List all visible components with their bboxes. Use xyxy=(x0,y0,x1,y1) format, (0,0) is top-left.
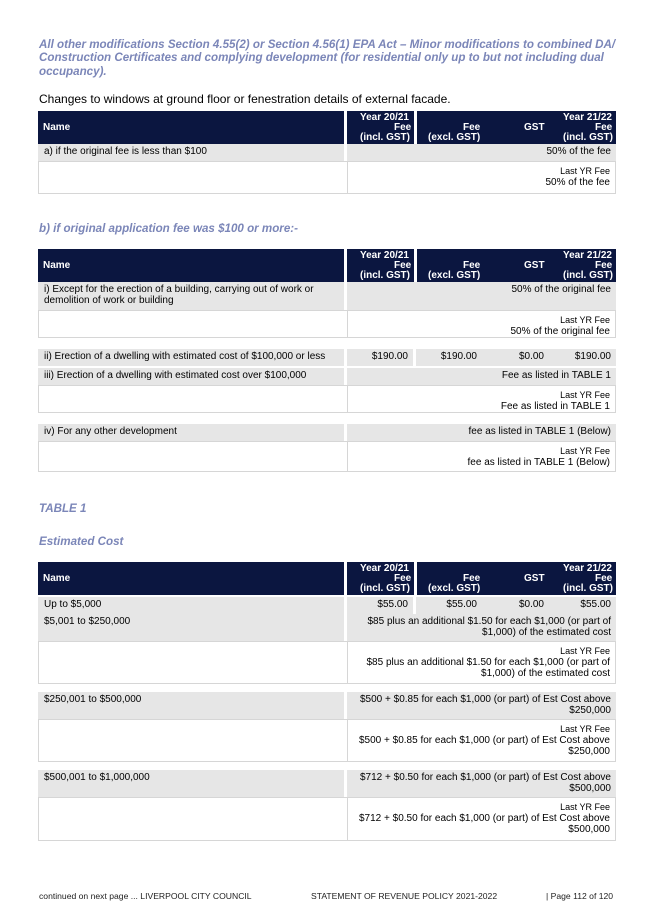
last-yr-label: Last YR Fee xyxy=(560,390,610,400)
table-header xyxy=(38,111,616,144)
header-excl: (excl. GST) xyxy=(428,132,481,143)
header-excl: (excl. GST) xyxy=(428,270,481,281)
last-year-row xyxy=(38,441,616,472)
estimated-cost-heading: Estimated Cost xyxy=(39,535,124,548)
header-incl-prev: (incl. GST) xyxy=(360,270,410,281)
last-yr-value: fee as listed in TABLE 1 (Below) xyxy=(467,457,610,468)
header-fee-excl: Fee xyxy=(463,573,481,584)
table-row xyxy=(38,144,616,161)
header-fee-prev: Fee xyxy=(394,122,412,133)
row-name: $500,001 to $1,000,000 xyxy=(38,770,344,797)
table-row xyxy=(38,597,616,614)
header-name: Name xyxy=(43,260,71,271)
last-yr-label: Last YR Fee xyxy=(560,724,610,734)
header-fee-prev: Fee xyxy=(394,573,412,584)
row-name: ii) Erection of a dwelling with estimated cost of $100,000 or less xyxy=(38,349,344,366)
row-name: iv) For any other development xyxy=(38,424,344,441)
header-incl-prev: (incl. GST) xyxy=(360,132,410,143)
row-value: $712 + $0.50 for each $1,000 (or part) of Est Cost above $500,000 xyxy=(347,770,616,797)
gst: $0.00 xyxy=(482,349,549,366)
row-value: fee as listed in TABLE 1 (Below) xyxy=(347,424,616,441)
header-year-prev: Year 20/21 xyxy=(360,112,409,123)
row-value: 50% of the original fee xyxy=(347,282,616,310)
header-incl-curr: (incl. GST) xyxy=(563,583,613,594)
header-name: Name xyxy=(43,122,71,133)
header-fee-curr: Fee xyxy=(595,122,613,133)
header-incl-curr: (incl. GST) xyxy=(563,270,613,281)
header-name: Name xyxy=(43,573,71,584)
section-description: Changes to windows at ground floor or fenestration details of external facade. xyxy=(39,92,451,106)
last-year-row xyxy=(38,797,616,841)
row-name: a) if the original fee is less than $100 xyxy=(38,144,344,161)
last-yr-value: $500 + $0.85 for each $1,000 (or part) of Est Cost above $250,000 xyxy=(359,735,610,757)
row-value: Fee as listed in TABLE 1 xyxy=(347,368,616,385)
heading-b: b) if original application fee was $100 or more:- xyxy=(39,222,298,235)
table1-heading: TABLE 1 xyxy=(39,502,87,515)
prev-fee: $190.00 xyxy=(347,349,413,366)
fee-table-b xyxy=(38,249,616,474)
fee-incl: $190.00 xyxy=(549,349,616,366)
header-year-curr: Year 21/22 xyxy=(563,112,612,123)
row-name: i) Except for the erection of a building, carrying out of work or demolition of work or building xyxy=(38,282,344,310)
table-row xyxy=(38,368,616,385)
header-fee-prev: Fee xyxy=(394,260,412,271)
last-yr-label: Last YR Fee xyxy=(560,646,610,656)
row-name: Up to $5,000 xyxy=(38,597,344,614)
fee-incl: $55.00 xyxy=(549,597,616,614)
header-gst: GST xyxy=(524,122,545,133)
header-excl: (excl. GST) xyxy=(428,583,481,594)
last-year-row xyxy=(38,641,616,684)
header-year-prev: Year 20/21 xyxy=(360,250,409,261)
header-fee-curr: Fee xyxy=(595,573,613,584)
header-gst: GST xyxy=(524,260,545,271)
table-row xyxy=(38,282,616,310)
row-value: 50% of the fee xyxy=(347,144,616,161)
row-name: $5,001 to $250,000 xyxy=(38,614,344,641)
last-yr-value: $712 + $0.50 for each $1,000 (or part) of Est Cost above $500,000 xyxy=(359,813,610,835)
footer-center: STATEMENT OF REVENUE POLICY 2021-2022 xyxy=(311,891,498,901)
table-row xyxy=(38,614,616,641)
last-yr-label: Last YR Fee xyxy=(560,166,610,176)
table-row xyxy=(38,424,616,441)
header-fee-curr: Fee xyxy=(595,260,613,271)
header-year-curr: Year 21/22 xyxy=(563,563,612,574)
last-yr-value: $85 plus an additional $1.50 for each $1,000 (or part of $1,000) of the estimated cost xyxy=(366,657,610,679)
table-header xyxy=(38,562,616,595)
header-year-curr: Year 21/22 xyxy=(563,250,612,261)
header-year-prev: Year 20/21 xyxy=(360,563,409,574)
section-intro-heading: All other modifications Section 4.55(2) or Section 4.56(1) EPA Act – Minor modifications to combined DA/ Construction Certificates and complying development (for residential only up to but not including dual occupancy). xyxy=(39,38,616,78)
header-fee-excl: Fee xyxy=(463,260,481,271)
table-row xyxy=(38,770,616,797)
footer-page-number: | Page 112 of 120 xyxy=(546,891,614,901)
last-year-row xyxy=(38,385,616,413)
last-yr-value: 50% of the original fee xyxy=(510,326,610,337)
row-value: $500 + $0.85 for each $1,000 (or part) of Est Cost above $250,000 xyxy=(347,692,616,719)
fee-excl: $55.00 xyxy=(416,597,482,614)
last-yr-value: 50% of the fee xyxy=(545,177,610,188)
table-header xyxy=(38,249,616,282)
last-yr-label: Last YR Fee xyxy=(560,802,610,812)
header-incl-curr: (incl. GST) xyxy=(563,132,613,143)
row-name: iii) Erection of a dwelling with estimated cost over $100,000 xyxy=(38,368,344,385)
row-value: $85 plus an additional $1.50 for each $1,000 (or part of $1,000) of the estimated cost xyxy=(347,614,616,641)
last-year-row xyxy=(38,310,616,338)
row-name: $250,001 to $500,000 xyxy=(38,692,344,719)
table-row xyxy=(38,692,616,719)
prev-fee: $55.00 xyxy=(347,597,413,614)
last-yr-value: Fee as listed in TABLE 1 xyxy=(500,401,610,412)
fee-table-a xyxy=(38,111,616,194)
header-fee-excl: Fee xyxy=(463,122,481,133)
footer-left: continued on next page ... LIVERPOOL CITY COUNCIL xyxy=(39,891,252,901)
header-gst: GST xyxy=(524,573,545,584)
last-yr-label: Last YR Fee xyxy=(560,446,610,456)
last-yr-label: Last YR Fee xyxy=(560,315,610,325)
table-row xyxy=(38,349,616,366)
gst: $0.00 xyxy=(482,597,549,614)
fee-table-estimated-cost xyxy=(38,562,616,843)
last-year-row xyxy=(38,719,616,762)
last-year-row xyxy=(38,161,616,194)
fee-excl: $190.00 xyxy=(416,349,482,366)
header-incl-prev: (incl. GST) xyxy=(360,583,410,594)
